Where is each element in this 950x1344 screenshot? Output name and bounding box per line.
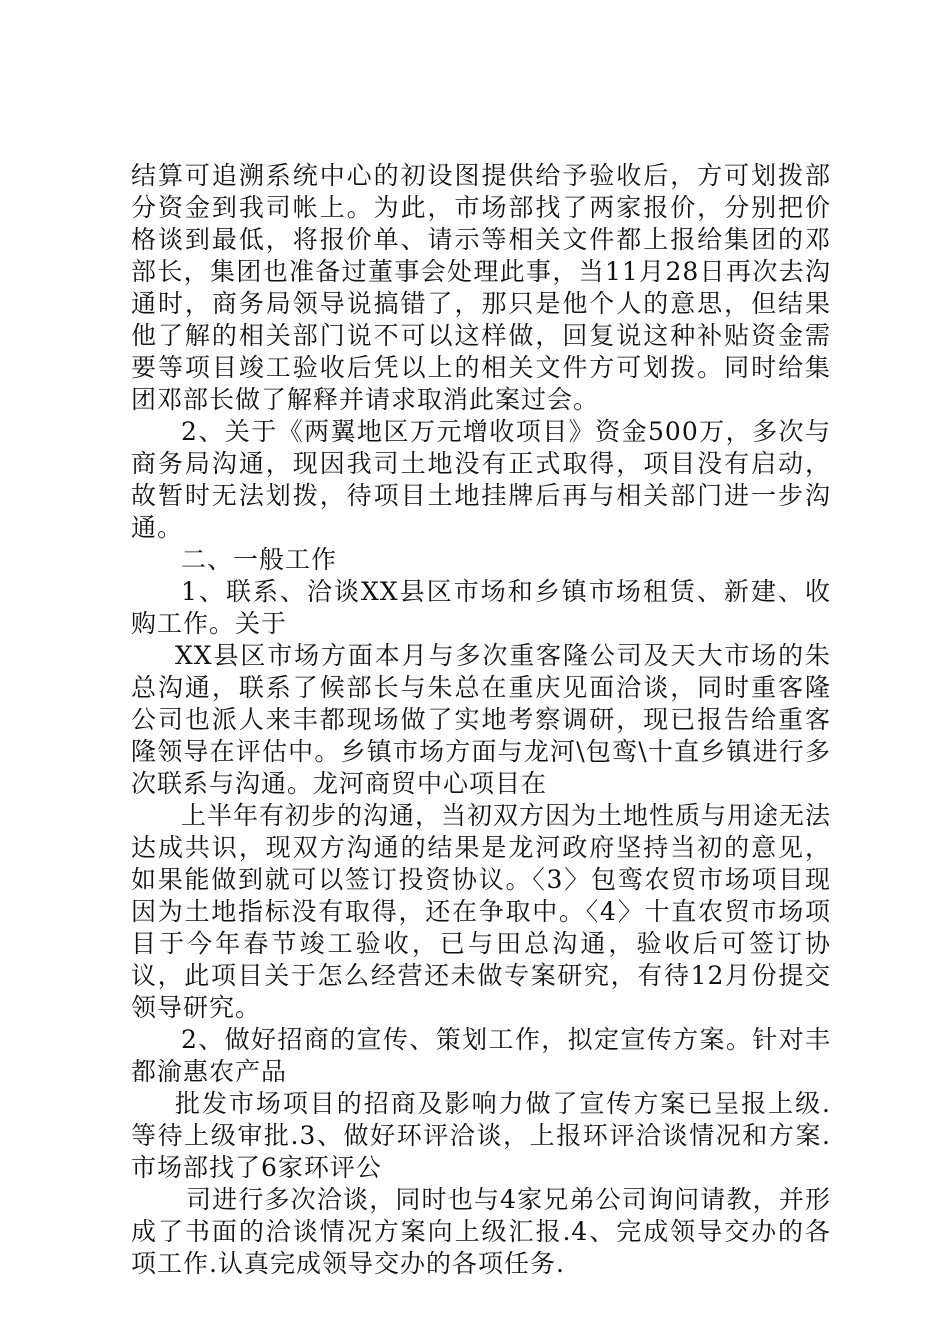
paragraph-negotiations: 司进行多次洽谈，同时也与4家兄弟公司询问请教，并形成了书面的洽谈情况方案向上级汇报.4、完成领导交办的各项工作.认真完成领导交办的各项任务. <box>131 1185 831 1278</box>
paragraph-first-half-year: 上半年有初步的沟通，当初双方因为土地性质与用途无法达成共识，现双方沟通的结果是龙河政府坚持当初的意见，如果能做到就可以签订投资协议。〈3〉包鸾农贸市场项目现因为土地指标没有取得，还在争取中。〈4〉十直农贸市场项目于今年春节竣工验收，已与田总沟通，验收后可签订协议，此项目关于怎么经营还未做专案研究，有待12月份提交领导研究。 <box>131 801 832 1022</box>
paragraph-item-2-promotion: 2、做好招商的宣传、策划工作，拟定宣传方案。针对丰都渝惠农产品 <box>131 1025 831 1086</box>
paragraph-county-markets: XX县区市场方面本月与多次重客隆公司及天大市场的朱总沟通，联系了候部长与朱总在重庆见面洽谈，同时重客隆公司也派人来丰都现场做了实地考察调研，现已报告给重客隆领导在评估中。乡镇市场方面与龙河\包鸾\十直乡镇进行多次联系与沟通。龙河商贸中心项目在 <box>131 641 831 798</box>
paragraph-item-1-markets: 1、联系、洽谈XX县区市场和乡镇市场租赁、新建、收购工作。关于 <box>131 577 831 638</box>
paragraph-item-2-funding: 2、关于《两翼地区万元增收项目》资金500万，多次与商务局沟通，现因我司土地没有正式取得，项目没有启动，故暂时无法划拨，待项目土地挂牌后再与相关部门进一步沟通。 <box>131 417 831 542</box>
section-heading-general-work: 二、一般工作 <box>181 545 338 574</box>
document-body <box>131 160 831 1280</box>
paragraph-wholesale-market: 批发市场项目的招商及影响力做了宣传方案已呈报上级.等待上级审批.3、做好环评洽谈，上报环评洽谈情况和方案.市场部找了6家环评公 <box>131 1089 831 1182</box>
paragraph-settlement: 结算可追溯系统中心的初设图提供给予验收后，方可划拨部分资金到我司帐上。为此，市场部找了两家报价，分别把价格谈到最低，将报价单、请示等相关文件都上报给集团的邓部长，集团也准备过董事会处理此事，当11月28日再次去沟通时，商务局领导说搞错了，那只是他个人的意思，但结果他了解的相关部门说不可以这样做，回复说这种补贴资金需要等项目竣工验收后凭以上的相关文件方可划拨。同时给集团邓部长做了解释并请求取消此案过会。 <box>131 161 831 414</box>
